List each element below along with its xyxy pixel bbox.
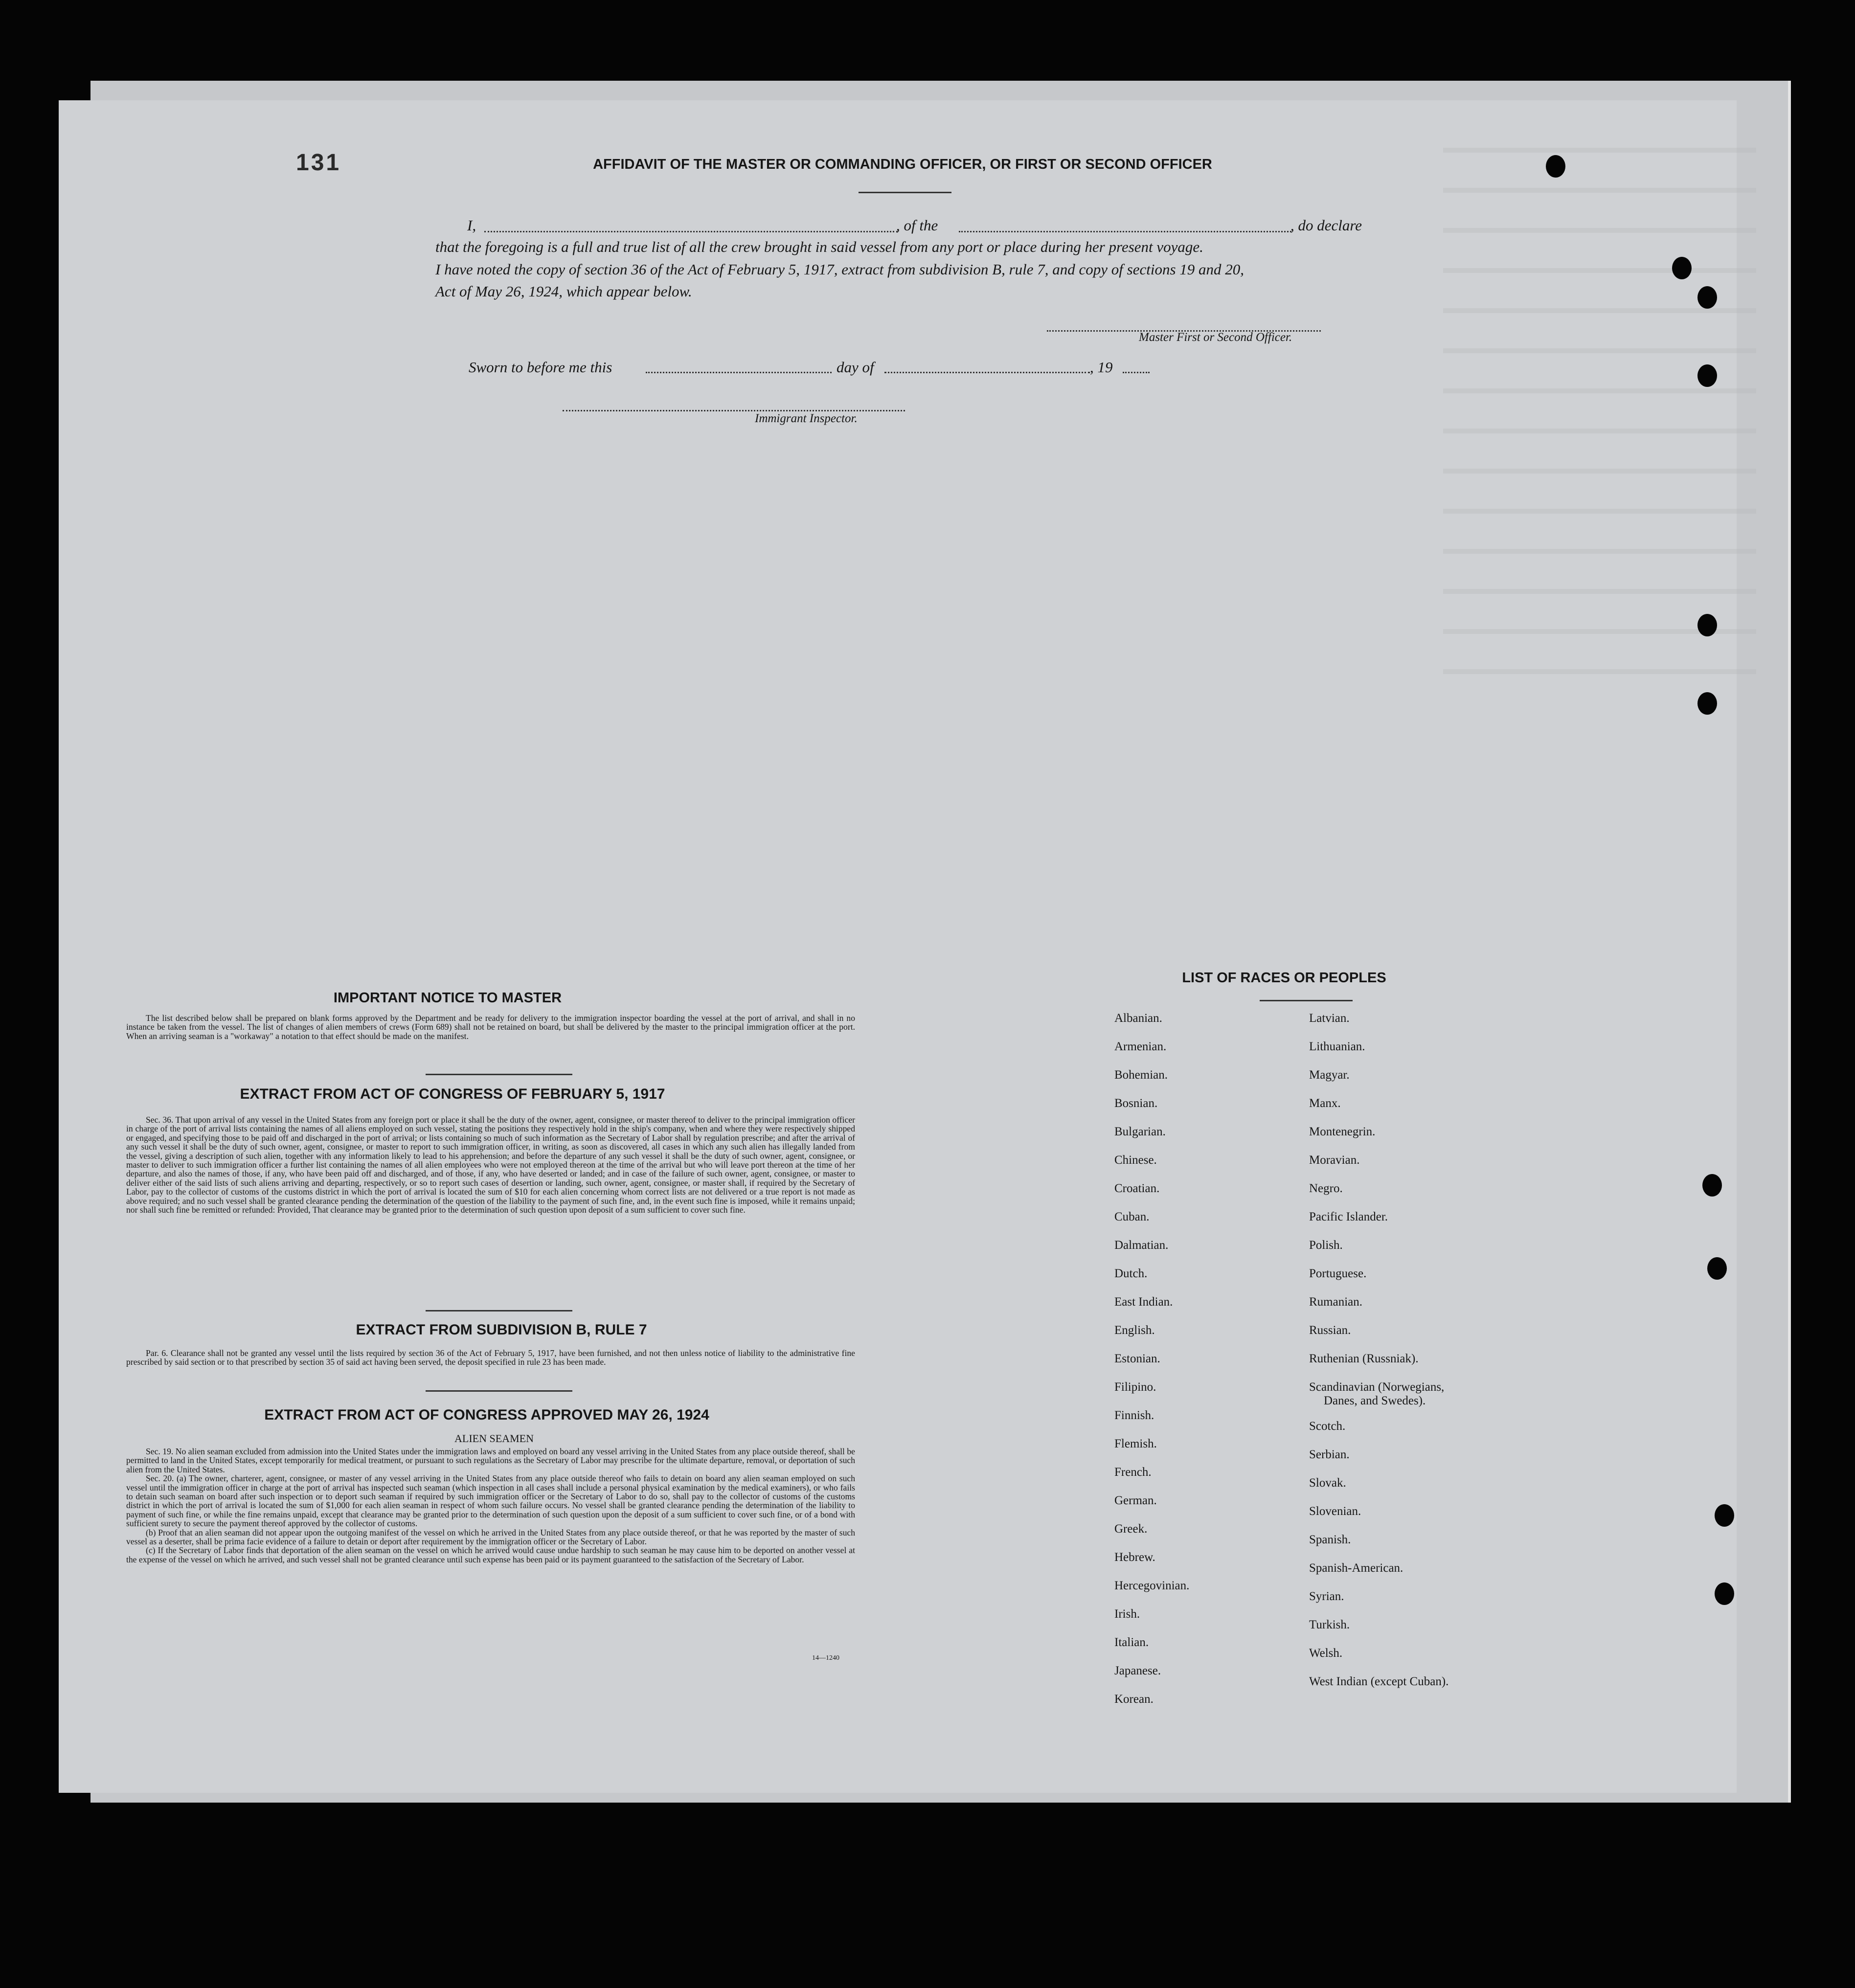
punch-hole [1697,692,1717,715]
affidavit-title: AFFIDAVIT OF THE MASTER OR COMMANDING OFFICER, OR FIRST OR SECOND OFFICER [593,157,1212,172]
race-item: Syrian. [1309,1590,1344,1603]
race-item: Negro. [1309,1182,1343,1195]
section-rule [426,1390,572,1392]
declaration-i: I, [467,217,476,234]
extract-1924-subtitle: ALIEN SEAMEN [454,1432,534,1445]
race-item: Filipino. [1114,1380,1156,1394]
race-item: Portuguese. [1309,1267,1367,1280]
extract-rule7-body [126,1349,855,1367]
punch-hole [1707,1257,1727,1280]
race-item: Polish. [1309,1239,1343,1252]
races-column-2 [1309,1012,1448,1703]
declaration-line-3: I have noted the copy of section 36 of the Act of February 5, 1917, extract from subdivision B, rule 7, and copy of sections 19 and 20, [435,261,1244,278]
inspector-caption: Immigrant Inspector. [755,412,858,425]
race-item: Slovak. [1309,1476,1346,1490]
punch-hole [1702,1174,1722,1197]
race-item: Magyar. [1309,1068,1350,1082]
section-19-paragraph: Sec. 19. No alien seaman excluded from admission into the United States under the immigration laws and employed on board any vessel arriving in the United States from any place outside thereof, shall be permitted to land in the United States, except temporarily for medical treatment, or pursuant to such regulations as the Secretary of Labor may prescribe for the ultimate departure, removal, or deportation of such alien from the United States. [126,1446,855,1474]
race-item: Dalmatian. [1114,1239,1169,1252]
extract-1924-title: EXTRACT FROM ACT OF CONGRESS APPROVED MAY 26, 1924 [264,1407,709,1423]
vessel-name-field[interactable] [959,231,1291,232]
race-item: Hercegovinian. [1114,1579,1190,1592]
race-item: Korean. [1114,1693,1154,1706]
race-item: Irish. [1114,1607,1140,1621]
race-item: Cuban. [1114,1210,1150,1223]
race-item: Rumanian. [1309,1295,1363,1309]
punch-hole [1715,1504,1734,1527]
race-item: Greek. [1114,1522,1148,1536]
race-item: East Indian. [1114,1295,1173,1309]
race-item: Italian. [1114,1636,1149,1649]
punch-hole [1697,286,1717,309]
master-signature-caption: Master First or Second Officer. [1139,331,1292,344]
race-item: Ruthenian (Russniak). [1309,1352,1419,1365]
notice-paragraph: The list described below shall be prepared on blank forms approved by the Department and be ready for delivery to the immigration inspector boarding the vessel at the port of arrival, and shall in no instance be taken from the vessel. The list of changes of alien members of crews (Form 689) shall not be retained on board, but shall be delivered by the master to the principal immigration officer at the port. When an arriving seaman is a "workaway" a notation to that effect should be made on the manifest. [126,1013,855,1041]
race-item: Bulgarian. [1114,1125,1166,1138]
title-rule [859,192,951,193]
declaration-of-the: , of the [896,217,938,234]
race-item: Croatian. [1114,1182,1160,1195]
punch-hole [1697,614,1717,636]
punch-hole [1672,257,1692,279]
notice-body [126,1014,855,1040]
race-item: West Indian (except Cuban). [1309,1675,1449,1688]
extract-1924-body [126,1447,855,1564]
race-item-line: Danes, and Swedes). [1324,1394,1426,1407]
race-item: Armenian. [1114,1040,1167,1053]
section-20a-paragraph: Sec. 20. (a) The owner, charterer, agent, consignee, or master of any vessel arriving in the United States from any place outside thereof who fails to detain on board any alien seaman employed on such vessel until the immigration officer in charge at the port of arrival has inspected such seaman (which inspection in all cases shall include a personal physical examination by the medical examiners), or who fails to detain such seaman on board after such inspection or to deport such seaman if required by such immigration officer or the Secretary of Labor to do so, shall pay to the collector of customs of the customs district in which the port of arrival is located the sum of $1,000 for each alien seaman in respect of whom such failure occurs. No vessel shall be granted clearance pending the determination of the liability to payment of such fine, or while the fine remains unpaid, except that clearance may be granted prior to the determination of such question upon the deposit of a sum sufficient to cover such fine, or of a bond with sufficient surety to secure the payment thereof approved by the collector of customs. [126,1473,855,1529]
section-rule [426,1074,572,1075]
race-item: Moravian. [1309,1153,1360,1167]
race-item: Spanish-American. [1309,1561,1403,1575]
form-number: 14—1240 [812,1654,839,1662]
race-item: Montenegrin. [1309,1125,1376,1138]
races-title-rule [1260,1000,1353,1001]
sworn-year-prefix: , 19 [1090,359,1113,376]
race-item: Pacific Islander. [1309,1210,1388,1223]
races-column-1 [1114,1012,1189,1721]
punch-hole [1715,1582,1734,1605]
race-item: Spanish. [1309,1533,1351,1546]
section-20c-paragraph: (c) If the Secretary of Labor finds that deportation of the alien seaman on the vessel on which he arrived would cause undue hardship to such seaman he may cause him to be deported on another vessel at the expense of the vessel on which he arrived, and such vessel shall not be granted clearance until such expense has been paid or its payment guaranteed to the satisfaction of the Secretary of Labor. [126,1545,855,1564]
race-item: Bohemian. [1114,1068,1168,1082]
master-name-field[interactable] [484,231,898,232]
race-item: Finnish. [1114,1409,1154,1422]
extract-1917-paragraph: Sec. 36. That upon arrival of any vessel in the United States from any foreign port or place it shall be the duty of the owner, agent, consignee, or master thereof to deliver to the principal immigration officer in charge of the port of arrival lists containing the names of all aliens employed on such vessel, stating the positions they respectively hold in the ship's company, when and where they were respectively shipped or engaged, and specifying those to be paid off and discharged in the port of arrival; or lists containing so much of such information as the Secretary of Labor shall by regulation prescribe; and after the arrival of any such vessel it shall be the duty of such owner, agent, consignee, or master to report to such immigration officer, in writing, as soon as discovered, all cases in which any such alien has illegally landed from the vessel, giving a description of such alien, together with any information likely to lead to his apprehension; and before the departure of any such vessel it shall be the duty of such owner, agent, consignee, or master to deliver to such immigration officer a further list containing the names of all alien employees who were not employed thereon at the time of the arrival but who will leave port thereon at the time of her departure, and also the names of those, if any, who have been paid off and discharged, and of those, if any, who have deserted or landed; and in case of the failure of such owner, agent, consignee, or master to deliver either of the said lists of such aliens arriving and departing, respectively, or so to report such cases of desertion or landing, such owner, agent, consignee, or master shall, if required by the Secretary of Labor, pay to the collector of customs of the customs district in which the port of arrival is located the sum of $10 for each alien concerning whom correct lists are not delivered or a true report is not made as above required; and no such vessel shall be granted clearance pending the determination of the question of the liability to the payment of such fine, and, in the event such fine is imposed, while it remains unpaid; nor shall such fine be remitted or refunded: Provided, That clearance may be granted prior to the determination of such question upon deposit of a sum sufficient to cover such fine. [126,1115,855,1215]
race-item: Japanese. [1114,1664,1161,1677]
notice-title: IMPORTANT NOTICE TO MASTER [333,990,562,1006]
punch-hole [1697,364,1717,387]
races-title: LIST OF RACES OR PEOPLES [1182,970,1386,986]
sworn-day-field[interactable] [646,372,832,373]
race-item-line: Scandinavian (Norwegians, [1309,1380,1445,1394]
race-item: Scotch. [1309,1420,1346,1433]
extract-1917-body [126,1115,855,1214]
page-number: 131 [296,150,341,176]
sworn-month-field[interactable] [884,372,1090,373]
race-item: Turkish. [1309,1618,1350,1631]
sworn-text: Sworn to before me this [469,359,612,376]
race-item: Serbian. [1309,1448,1350,1461]
race-item: Latvian. [1309,1012,1350,1025]
race-item: Albanian. [1114,1012,1162,1025]
extract-1917-title: EXTRACT FROM ACT OF CONGRESS OF FEBRUARY 5, 1917 [240,1086,665,1102]
sworn-year-field[interactable] [1123,372,1150,373]
race-item: Welsh. [1309,1647,1343,1660]
race-item: Manx. [1309,1097,1341,1110]
race-item-scandinavian [1309,1380,1448,1420]
race-item: Flemish. [1114,1437,1157,1450]
race-item: Dutch. [1114,1267,1148,1280]
section-20b-paragraph: (b) Proof that an alien seaman did not appear upon the outgoing manifest of the vessel on which he arrived in the United States from any place outside thereof, or that he was reported by the master of such vessel as a deserter, shall be prima facie evidence of a failure to detain or deport after requirement by the immigration officer or the Secretary of Labor. [126,1527,855,1547]
inspector-signature-line[interactable] [563,410,905,411]
section-rule [426,1310,572,1311]
declaration-do-declare: , do declare [1290,217,1362,234]
declaration-line-4: Act of May 26, 1924, which appear below. [435,283,692,300]
punch-hole [1546,155,1565,178]
race-item: Chinese. [1114,1153,1157,1167]
extract-rule7-paragraph: Par. 6. Clearance shall not be granted any vessel until the lists required by section 36 of the Act of February 5, 1917, have been furnished, and not then unless notice of liability to the administrative fine prescribed by said section or to that prescribed by section 35 of said act having been served, the deposit specified in rule 23 has been made. [126,1348,855,1367]
race-item: Lithuanian. [1309,1040,1365,1053]
race-item: Estonian. [1114,1352,1160,1365]
race-item: Russian. [1309,1324,1351,1337]
race-item: English. [1114,1324,1155,1337]
race-item: German. [1114,1494,1157,1507]
sworn-day-of: day of [837,359,874,376]
race-item: Slovenian. [1309,1505,1361,1518]
race-item: Hebrew. [1114,1551,1155,1564]
declaration-line-2: that the foregoing is a full and true list of all the crew brought in said vessel from any port or place during her present voyage. [435,238,1203,255]
race-item: Bosnian. [1114,1097,1158,1110]
extract-rule7-title: EXTRACT FROM SUBDIVISION B, RULE 7 [356,1322,647,1338]
race-item: French. [1114,1466,1152,1479]
